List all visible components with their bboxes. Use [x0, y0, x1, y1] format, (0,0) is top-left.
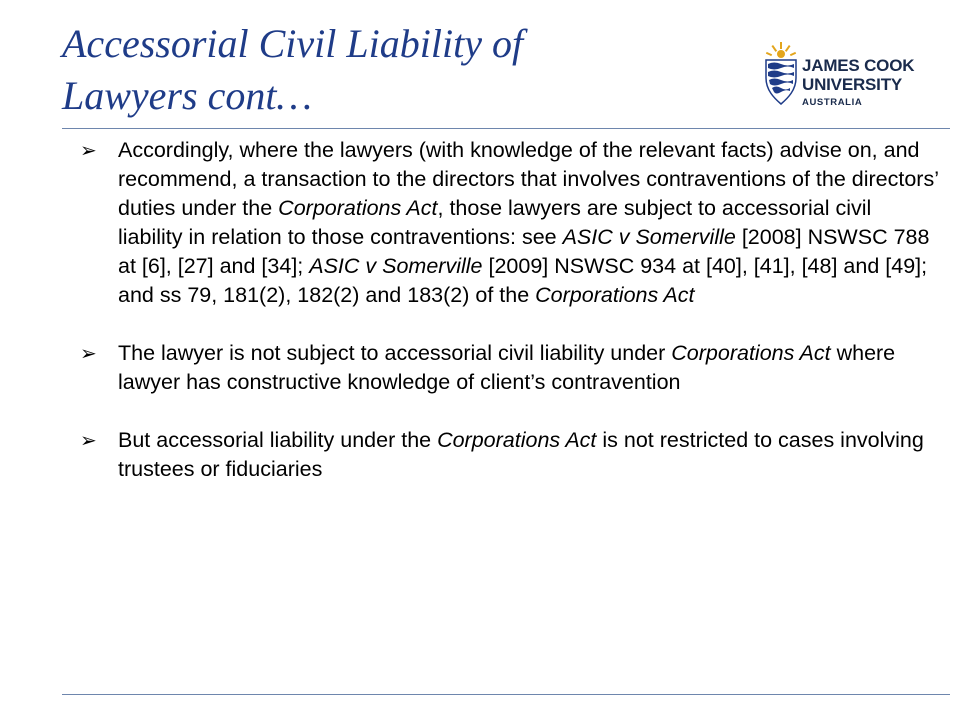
bullet-list [80, 136, 940, 484]
bullet-3-text: is not restricted to cases involving trustees or fiduciaries [118, 428, 924, 481]
university-logo [764, 42, 944, 112]
bullet-item-2 [80, 339, 940, 397]
bullet-1-text: , those lawyers are subject to accessorial civil liability in relation to those contraventions: see [118, 196, 872, 249]
logo-text-university: UNIVERSITY [802, 75, 903, 94]
bullet-1-italic: ASIC v Somerville [309, 254, 483, 278]
slide-title [62, 18, 702, 122]
bullet-3-italic: Corporations Act [437, 428, 597, 452]
logo-text-james-cook: JAMES COOK [802, 56, 915, 75]
bullet-1-text: Accordingly, where the lawyers (with knowledge of the relevant facts) advise on, and recommend, a transaction to the directors that involves contraventions of the directors’ duties under the [118, 138, 939, 220]
slide-title-line-2: Lawyers cont… [62, 73, 312, 118]
bullet-2-text: The lawyer is not subject to accessorial civil liability under [118, 341, 672, 365]
arrow-bullet-icon: ➢ [80, 138, 97, 162]
jcu-shield-waves-icon [764, 42, 798, 108]
header-divider [62, 128, 950, 129]
bullet-2-italic: Corporations Act [671, 341, 831, 365]
slide-title-line-1: Accessorial Civil Liability of [62, 21, 524, 66]
footer-divider [62, 694, 950, 695]
bullet-1-italic: ASIC v Somerville [562, 225, 736, 249]
bullet-1-italic: Corporations Act [535, 283, 695, 307]
bullet-3-text: But accessorial liability under the [118, 428, 438, 452]
bullet-item-1 [80, 136, 940, 310]
bullet-1-text: [2008] NSWSC 788 at [6], [27] and [34]; [118, 225, 930, 278]
bullet-2-text: where lawyer has constructive knowledge of client’s contravention [118, 341, 896, 394]
arrow-bullet-icon: ➢ [80, 428, 97, 452]
bullet-item-3 [80, 426, 940, 484]
logo-text-australia: AUSTRALIA [802, 97, 863, 108]
bullet-1-italic: Corporations Act [278, 196, 438, 220]
arrow-bullet-icon: ➢ [80, 341, 97, 365]
bullet-1-text: [2009] NSWSC 934 at [40], [41], [48] and [49]; and ss 79, 181(2), 182(2) and 183(2) of the [118, 254, 928, 307]
